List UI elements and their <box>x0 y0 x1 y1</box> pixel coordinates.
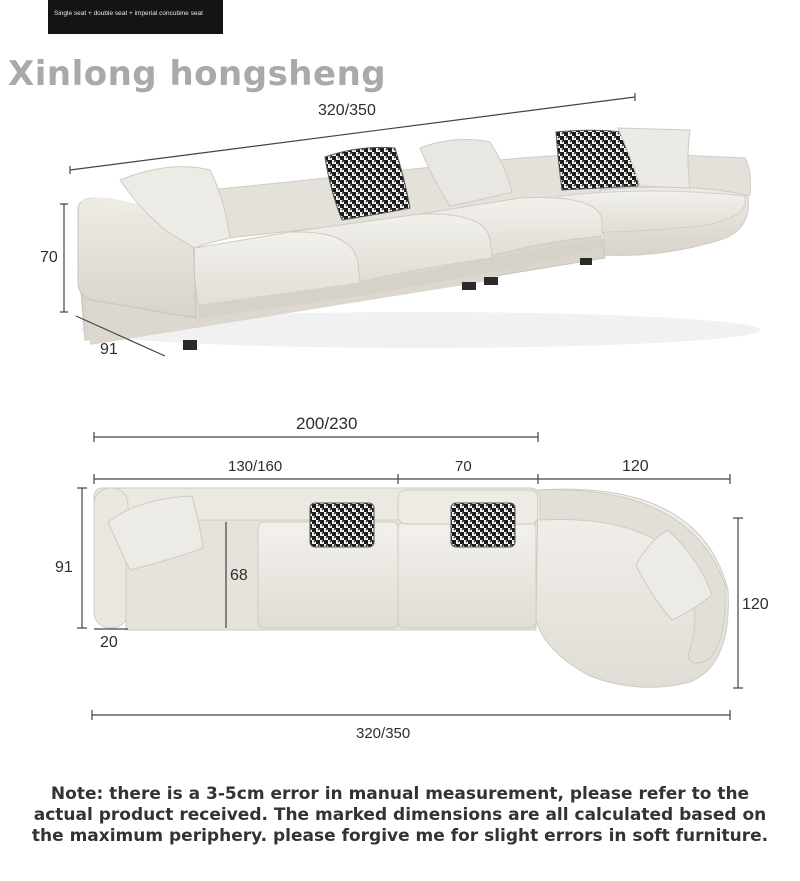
product-tag-text: Single seat + double seat + imperial concubine seat <box>54 10 203 17</box>
sofa-photo-view <box>78 128 760 350</box>
chaise-width-label: 120 <box>622 458 649 475</box>
note-line: Note: there is a 3-5cm error in manual measurement, please refer to the <box>50 784 750 804</box>
note-line: the maximum periphery. please forgive me for slight errors in soft furniture. <box>31 826 769 846</box>
photo-length-label: 320/350 <box>318 102 376 119</box>
single-seat-width-label: 70 <box>455 458 472 475</box>
left-block-length-label: 200/230 <box>296 414 358 433</box>
photo-height-label: 70 <box>40 249 58 266</box>
armrest-width-label: 20 <box>100 634 118 651</box>
seat-depth-label: 91 <box>55 559 73 576</box>
double-seat-width-label: 130/160 <box>228 458 283 475</box>
sofa-plan-view <box>94 488 728 687</box>
chaise-depth-label: 120 <box>742 596 769 613</box>
total-length-label: 320/350 <box>356 725 411 742</box>
photo-depth-label: 91 <box>100 341 118 358</box>
cushion-depth-label: 68 <box>230 567 248 584</box>
measurement-note <box>0 784 800 847</box>
brand-watermark: Xinlong hongsheng <box>8 54 387 94</box>
note-line: actual product received. The marked dimensions are all calculated based on <box>33 805 767 825</box>
